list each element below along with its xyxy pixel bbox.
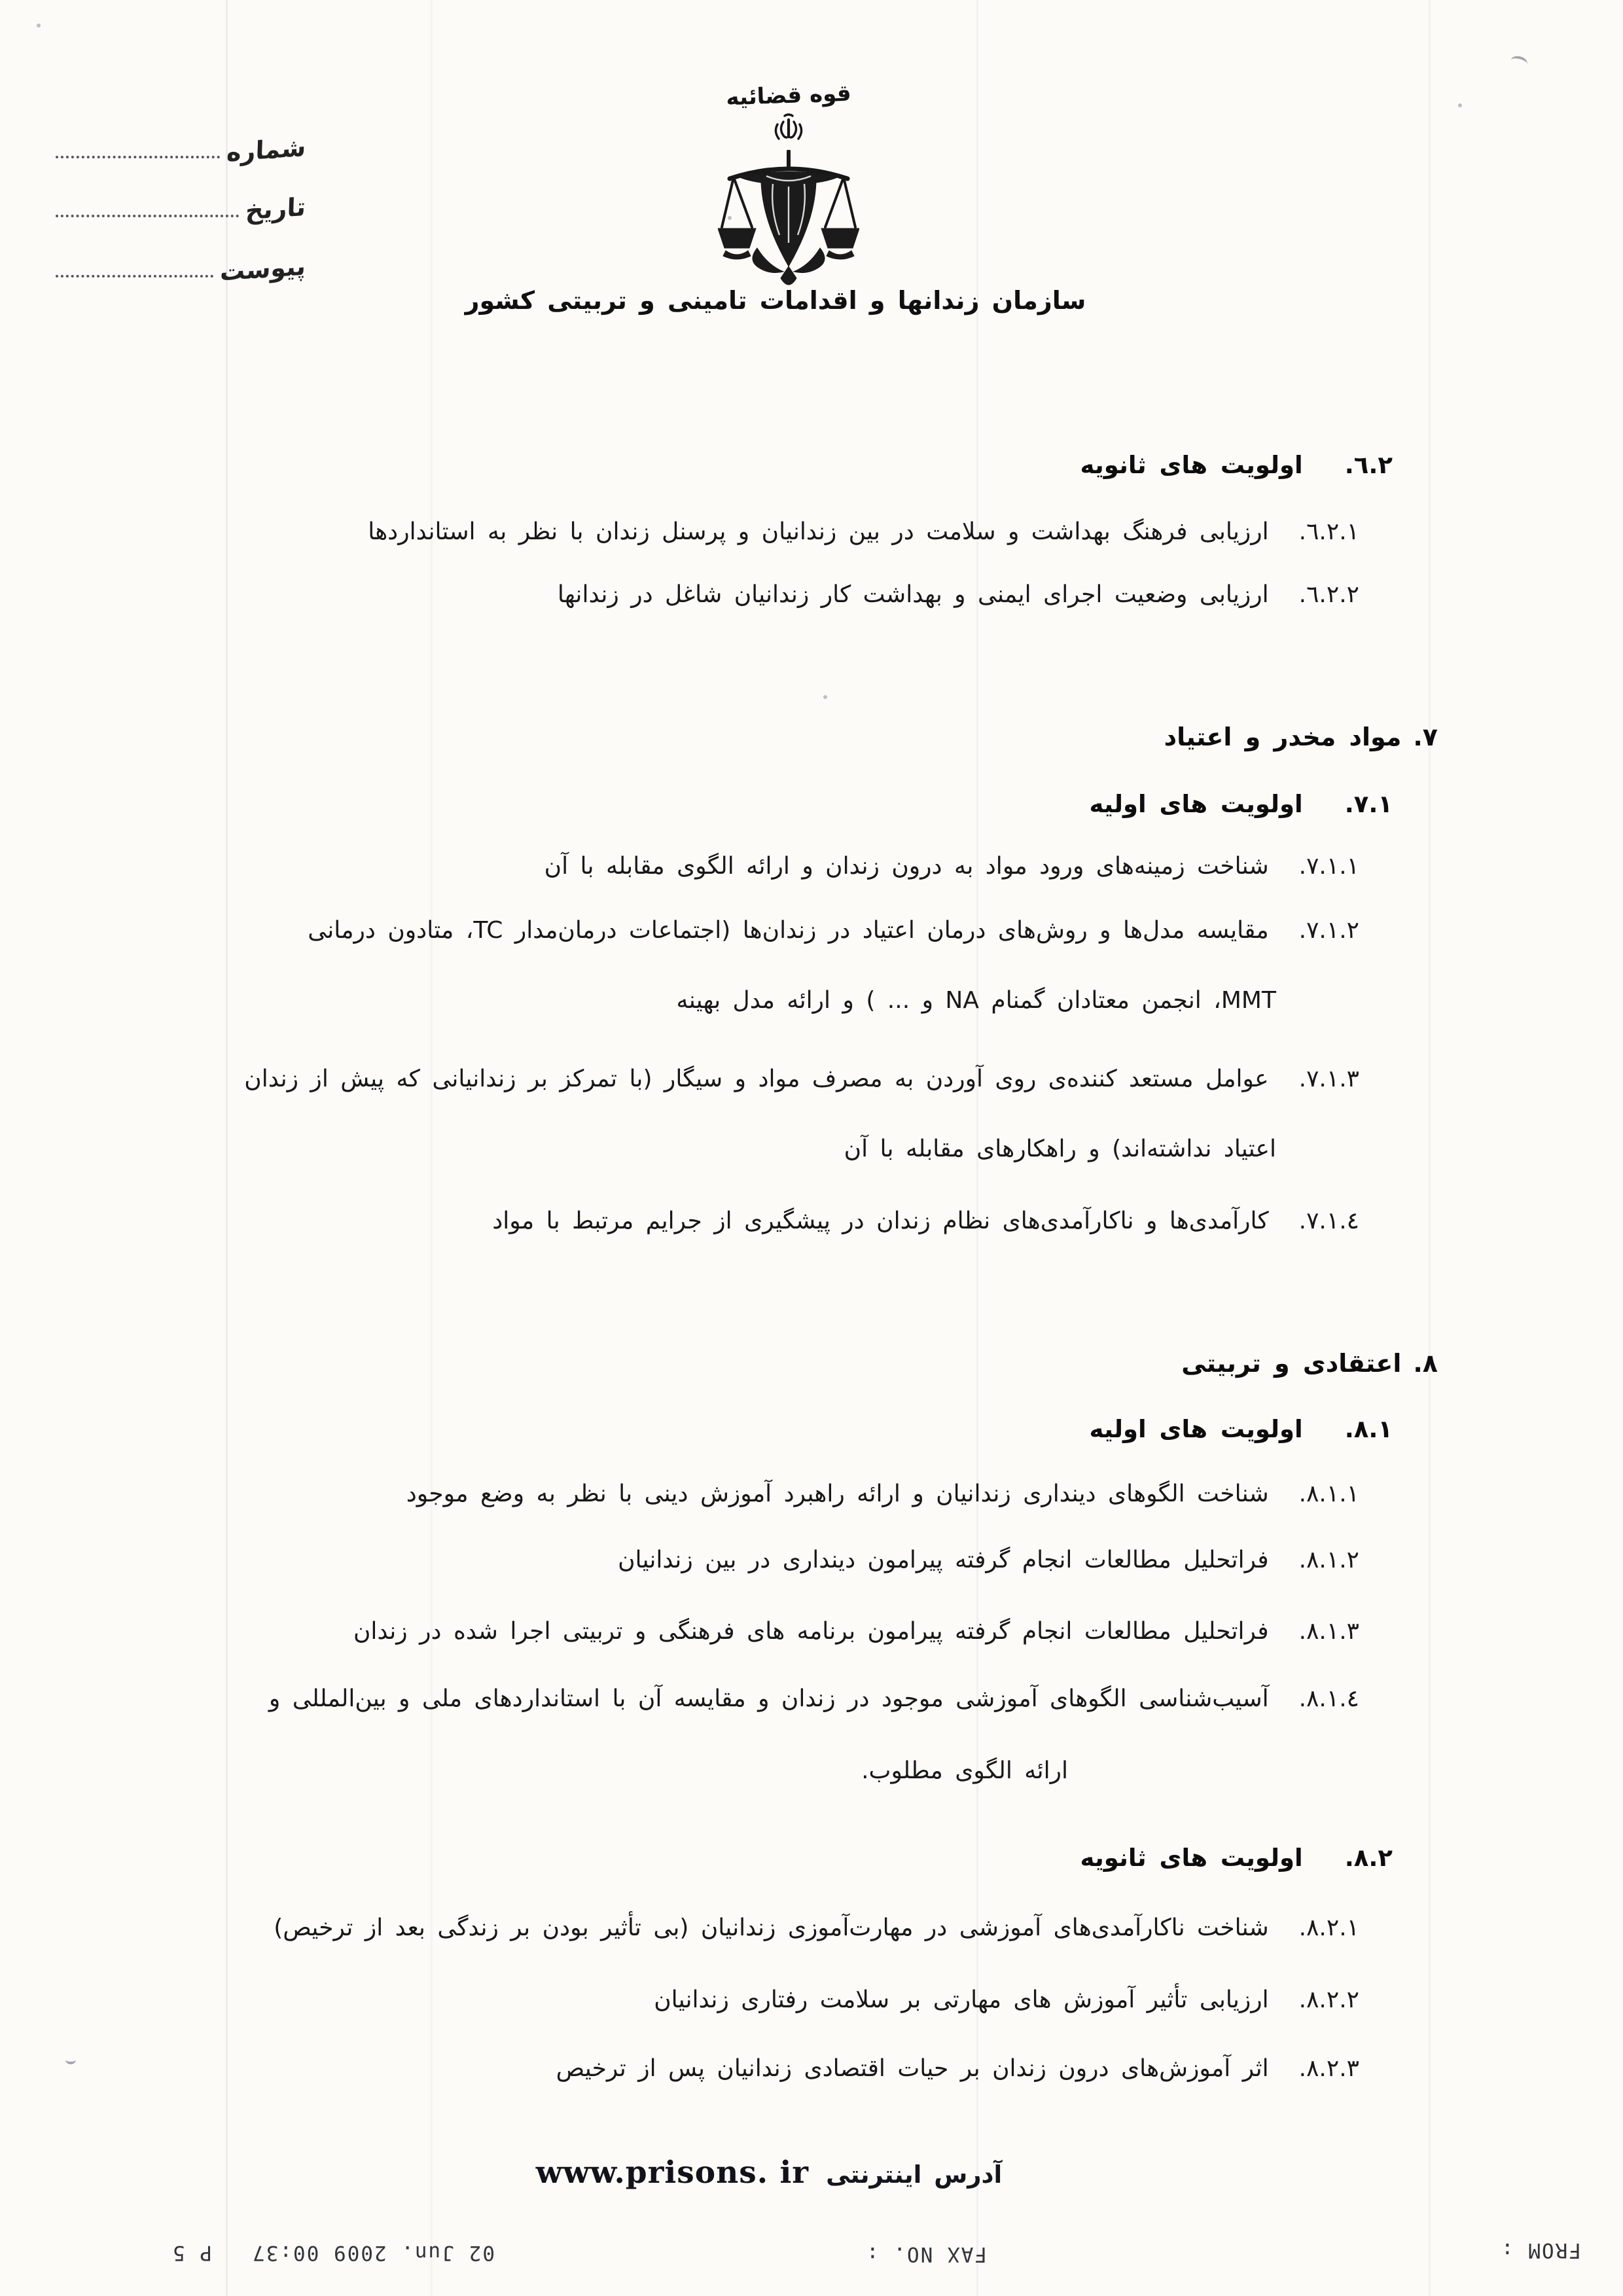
section-number: ٦.٢. (1344, 451, 1393, 479)
item-number: ٨.١.٣. (1298, 1618, 1359, 1645)
fax-datetime-stamp (171, 2241, 495, 2265)
item-number: ٨.٢.٣. (1298, 2055, 1359, 2082)
section-title: اولویت های اولیه (1089, 790, 1303, 818)
fax-from-label: FROM : (1500, 2238, 1581, 2262)
ref-attachment-dotted-line (56, 275, 213, 278)
letterhead-logo (712, 80, 865, 296)
item-text: اثر آموزش‌های درون زندان بر حیات اقتصادی زندانیان پس از ترخیص (556, 2055, 1269, 2082)
outline-item (544, 852, 1359, 881)
outline-item (308, 916, 1359, 945)
item-number: ٨.٢.٢. (1298, 1986, 1359, 2013)
outline-item-continuation (676, 986, 1276, 1015)
item-number: ٧.١.٢. (1298, 917, 1359, 944)
scan-speck (65, 2055, 76, 2064)
section-number: ٨. (1413, 1349, 1438, 1378)
section-number: ٧.١. (1344, 790, 1393, 818)
scan-artifact-line (431, 0, 433, 2296)
outline-subsection-heading (1080, 450, 1393, 480)
scan-speck (1458, 103, 1462, 107)
ref-attachment-row (56, 247, 306, 287)
item-number: ٨.٢.١. (1298, 1914, 1359, 1941)
item-text: ارائه الگوی مطلوب. (861, 1757, 1068, 1784)
section-title: اعتقادی و تربیتی (1181, 1349, 1402, 1378)
item-text: ارزیابی فرهنگ بهداشت و سلامت در بین زندانیان و پرسنل زندان با نظر به استانداردها (368, 518, 1269, 545)
ref-number-dotted-line (56, 156, 220, 158)
outline-item (244, 1064, 1359, 1094)
item-text: کارآمدی‌ها و ناکارآمدی‌های نظام زندان در پیشگیری از جرایم مرتبط با مواد (492, 1208, 1269, 1234)
item-text: عوامل مستعد کننده‌ی روی آوردن به مصرف مواد و سیگار (با تمرکز بر زندانیانی که پیش از زندان (244, 1066, 1269, 1092)
section-number: ٧. (1413, 723, 1438, 751)
outline-item (274, 1913, 1359, 1943)
scan-speck (823, 695, 827, 699)
outline-subsection-heading (1080, 1843, 1393, 1873)
outline-item (654, 1985, 1359, 2015)
section-title: اولویت های اولیه (1089, 1415, 1303, 1443)
ref-number-label: شماره (226, 132, 306, 168)
fax-datetime: 02 Jun. 2009 00:37 (251, 2241, 495, 2265)
item-number: ٧.١.٤. (1298, 1208, 1359, 1234)
scan-speck (37, 24, 41, 27)
website-label: آدرس اینترنتی (826, 2161, 1003, 2189)
item-number: ٦.٢.٢. (1298, 581, 1359, 608)
item-text: اعتیاد نداشته‌اند) و راهکارهای مقابله با آن (844, 1136, 1276, 1162)
outline-item-continuation (861, 1756, 1068, 1785)
iran-emblem-icon (712, 113, 865, 149)
item-number: ٨.١.٢. (1298, 1547, 1359, 1573)
ref-date-row (56, 187, 306, 224)
item-text: آسیب‌شناسی الگوهای آموزشی موجود در زندان و مقایسه آن با استانداردهای ملی و بین‌المللی و (268, 1685, 1269, 1712)
outline-item (618, 1545, 1359, 1575)
justice-scales-icon (712, 150, 865, 296)
scan-artifact-line (226, 0, 228, 2296)
item-number: ٧.١.٣. (1298, 1066, 1359, 1092)
outline-section-heading (1164, 722, 1438, 753)
fax-number-label: FAX NO. : (865, 2242, 987, 2266)
fax-page-indicator: P 5 (171, 2241, 212, 2265)
item-text: ارزیابی تأثیر آموزش های مهارتی بر سلامت رفتاری زندانیان (654, 1986, 1269, 2013)
item-number: ٨.١.٤. (1298, 1685, 1359, 1712)
outline-item (368, 517, 1359, 547)
item-text: MMT، انجمن معتادان گمنام NA و ... ) و ارائه مدل بهینه (676, 987, 1276, 1014)
item-text: ارزیابی وضعیت اجرای ایمنی و بهداشت کار زندانیان شاغل در زندانها (557, 581, 1269, 608)
ref-date-label: تاریخ (245, 192, 306, 226)
outline-item (558, 580, 1359, 609)
scan-artifact-line (1429, 0, 1431, 2296)
outline-item (492, 1206, 1359, 1236)
item-text: شناخت زمینه‌های ورود مواد به درون زندان و ارائه الگوی مقابله با آن (544, 853, 1269, 880)
outline-item (353, 1617, 1359, 1646)
outline-item (556, 2054, 1359, 2083)
outline-item-continuation (844, 1134, 1276, 1164)
section-number: ٨.١. (1344, 1415, 1393, 1443)
section-title: اولویت های ثانویه (1080, 451, 1303, 479)
scan-speck (1509, 54, 1529, 70)
judiciary-calligraphy-title: قوه قضائیه (725, 80, 852, 111)
item-text: مقایسه مدل‌ها و روش‌های درمان اعتیاد در زندان‌ها (اجتماعات درمان‌مدار TC، متادون درمانی (308, 917, 1269, 944)
item-text: شناخت ناکارآمدی‌های آموزشی در مهارت‌آموزی زندانیان (بی تأثیر بودن بر زندگی بعد از ترخیص) (274, 1914, 1269, 1941)
website-footer (0, 2155, 1538, 2191)
outline-section-heading (1181, 1348, 1438, 1380)
ref-date-dotted-line (56, 215, 239, 217)
item-number: ٧.١.١. (1298, 853, 1359, 880)
organization-name: سازمان زندانها و اقدامات تامینی و تربیتی کشور (465, 286, 1086, 315)
item-number: ٦.٢.١. (1298, 518, 1359, 545)
item-text: فراتحلیل مطالعات انجام گرفته پیرامون دینداری در بین زندانیان (618, 1547, 1269, 1573)
item-text: شناخت الگوهای دینداری زندانیان و ارائه راهبرد آموزش دینی با نظر به وضع موجود (406, 1480, 1269, 1507)
section-number: ٨.٢. (1344, 1844, 1393, 1872)
ref-number-row (56, 128, 306, 168)
ref-attachment-label: پیوست (219, 251, 306, 287)
outline-item (269, 1684, 1359, 1713)
item-number: ٨.١.١. (1298, 1480, 1359, 1507)
outline-item (406, 1479, 1359, 1509)
outline-subsection-heading (1090, 789, 1393, 819)
item-text: فراتحلیل مطالعات انجام گرفته پیرامون برنامه های فرهنگی و تربیتی اجرا شده در زندان (353, 1618, 1269, 1645)
website-url: www.prisons. ir (535, 2155, 810, 2191)
section-title: اولویت های ثانویه (1080, 1844, 1303, 1872)
outline-subsection-heading (1090, 1414, 1393, 1444)
section-title: مواد مخدر و اعتیاد (1164, 723, 1402, 751)
